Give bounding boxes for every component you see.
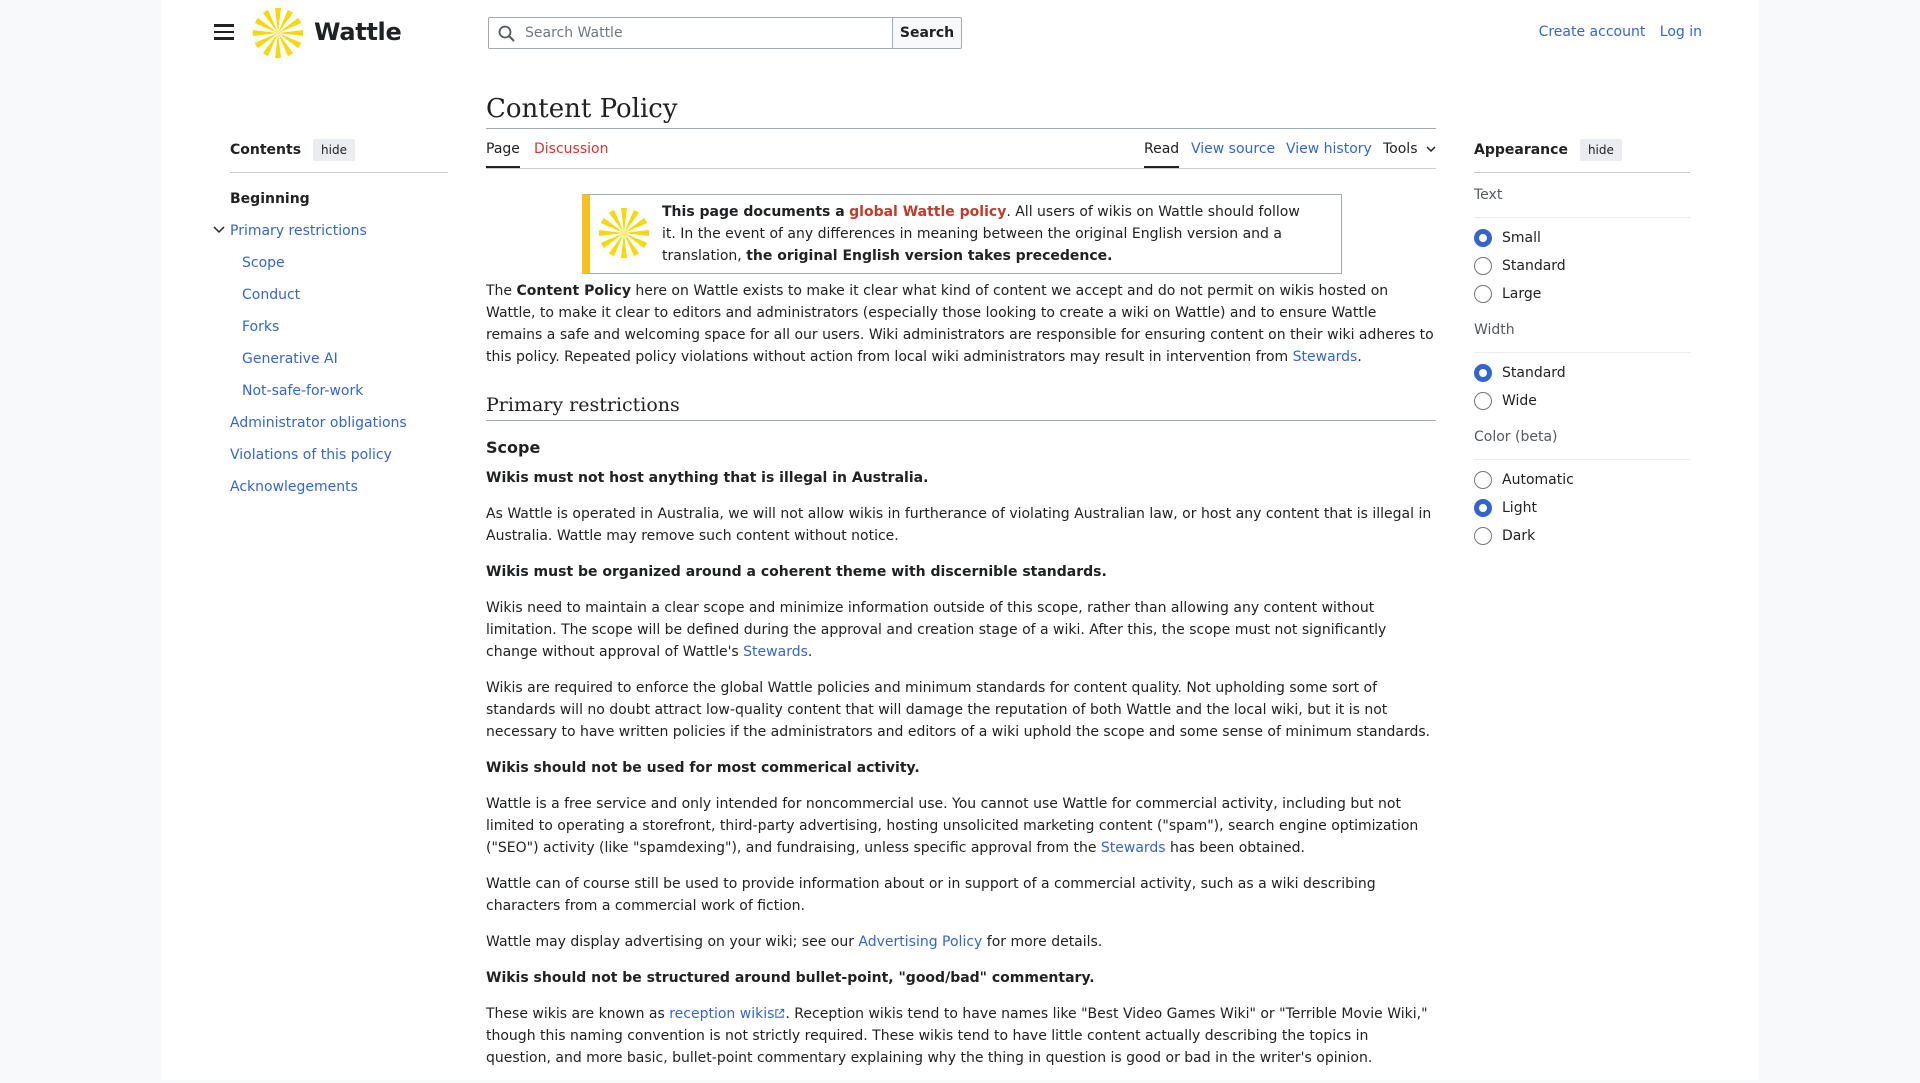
advertising-policy-link[interactable]: Advertising Policy (858, 934, 983, 950)
search-input[interactable] (523, 18, 883, 48)
radio-selected-icon (1474, 499, 1492, 517)
width-standard-radio[interactable]: Standard (1474, 359, 1690, 387)
rule-reception-text: These wikis are known as reception wikis . Reception wikis tend to have names like "Best Video Games Wiki" or "Terrible Movie Wiki," though this naming convention is not strictly required. These wikis tend to have little content actually describing the topics in question, and more basic, bullet-point commentary explaining why the thing in question is good or bad in the writer's opinion. (486, 1006, 1428, 1066)
text-size-large-radio[interactable]: Large (1474, 280, 1690, 308)
toc-item-scope[interactable]: Scope (242, 255, 285, 271)
chevron-down-icon[interactable] (212, 215, 226, 247)
create-account-link[interactable]: Create account (1538, 24, 1646, 40)
tools-menu[interactable] (1383, 141, 1436, 168)
toc-title: Contents (230, 142, 302, 158)
radio-icon (1474, 392, 1492, 410)
article-body (486, 280, 1436, 1083)
text-size-small-radio[interactable]: Small (1474, 224, 1690, 252)
standards-text: Wikis are required to enforce the global Wattle policies and minimum standards for content quality. Not upholding some sort of standards will no doubt attract low-quality content that will damage the reputation of both Wattle and the local wiki, but it is not necessary to have written policies if the administrators and editors of a wiki uphold the scope and some sense of minimum standards. (486, 680, 1431, 740)
width-label: Width (1474, 322, 1690, 353)
appearance-panel (1474, 136, 1690, 550)
toc-item-forks[interactable]: Forks (242, 319, 280, 335)
section-heading-primary-restrictions: Primary restrictions (486, 394, 1436, 421)
rule-coherent-theme-text: Wikis need to maintain a clear scope and minimize information outside of this scope, rather than allowing any content without limitation. The scope will be defined during the approval and creation stage of a wiki. After this, the scope must not significantly change without approval of Wattle's Stewards. (486, 600, 1387, 660)
page (162, 0, 1758, 1080)
search-box (488, 17, 893, 49)
toc-item-acknowlegements[interactable]: Acknowlegements (230, 479, 358, 495)
section-heading-scope: Scope (486, 438, 541, 457)
appearance-title: Appearance (1474, 142, 1568, 158)
text-size-options (1474, 224, 1690, 308)
rule-illegal: Wikis must not host anything that is illegal in Australia. (486, 470, 929, 486)
stewards-link[interactable]: Stewards (1292, 349, 1358, 365)
toc-list (230, 183, 448, 503)
global-policy-link[interactable]: global Wattle policy (849, 204, 1007, 220)
toc-item-nsfw[interactable]: Not-safe-for-work (242, 383, 364, 399)
color-automatic-radio[interactable]: Automatic (1474, 466, 1690, 494)
toc-item-administrator-obligations[interactable]: Administrator obligations (230, 415, 407, 431)
rule-commercial-text: Wattle is a free service and only intended for noncommercial use. You cannot use Wattle for commercial activity, including but not limited to operating a storefront, third-party advertising, hosting unsolicited marketing content ("spam"), search engine optimization ("SEO") activity (like "spamdexing"), and fundraising, unless specific approval from the Stewards has been obtained. (486, 796, 1419, 856)
rule-illegal-text: As Wattle is operated in Australia, we will not allow wikis in furtherance of violating Australian law, or host any content that is illegal in Australia. Wattle may remove such content without notice. (486, 506, 1432, 544)
advertising-text: Wattle may display advertising on your wiki; see our Advertising Policy for more details. (486, 934, 1103, 950)
wattle-logo-icon[interactable] (252, 7, 304, 59)
stewards-link[interactable]: Stewards (743, 644, 808, 660)
toc-item-generative-ai[interactable]: Generative AI (242, 351, 338, 367)
tab-view-history[interactable]: View history (1286, 141, 1372, 157)
notice-body: . All users of wikis on Wattle should follow it. In the event of any differences in meaning between the original English version and a translation, (662, 204, 1300, 264)
user-links (1529, 24, 1702, 40)
radio-icon (1474, 257, 1492, 275)
radio-selected-icon (1474, 229, 1492, 247)
intro-bold: Content Policy (516, 283, 631, 299)
toc-item-conduct[interactable]: Conduct (242, 287, 301, 303)
toc-item-primary-restrictions[interactable]: Primary restrictions (230, 215, 448, 247)
hamburger-icon (214, 24, 234, 27)
page-title: Content Policy (486, 94, 678, 124)
rule-commercial: Wikis should not be used for most commerical activity. (486, 760, 920, 776)
search-button[interactable]: Search (892, 17, 962, 49)
text-size-label: Text (1474, 187, 1690, 218)
rule-coherent-theme: Wikis must be organized around a coherent theme with discernible standards. (486, 564, 1107, 580)
site-wordmark[interactable]: Wattle (314, 18, 402, 46)
color-label: Color (beta) (1474, 429, 1690, 460)
color-dark-radio[interactable]: Dark (1474, 522, 1690, 550)
color-options (1474, 466, 1690, 550)
intro-paragraph: The Content Policy here on Wattle exists to make it clear what kind of content we accept and do not permit on wikis hosted on Wattle, to make it clear to editors and administrators (especially those looking to create a wiki on Wattle) and to ensure Wattle remains a safe and welcoming space for all our users. Wiki administrators are responsible for ensuring content on their wiki adheres to this policy. Repeated policy violations without action from local wiki administrators may result in intervention from Stewards. (486, 283, 1434, 365)
tab-discussion[interactable]: Discussion (534, 141, 609, 157)
stewards-link[interactable]: Stewards (1100, 840, 1166, 856)
appearance-hide-button[interactable]: hide (1580, 139, 1622, 161)
rule-reception: Wikis should not be structured around bullet-point, "good/bad" commentary. (486, 970, 1095, 986)
main-menu-button[interactable] (210, 20, 238, 46)
notice-lead: This page documents a (662, 204, 845, 220)
tab-page[interactable]: Page (486, 141, 520, 168)
notice-tail: the original English version takes precedence. (746, 248, 1113, 264)
radio-selected-icon (1474, 364, 1492, 382)
commercial-info-text: Wattle can of course still be used to provide information about or in support of a commercial activity, such as a wiki describing characters from a commercial work of fiction. (486, 876, 1376, 914)
color-light-radio[interactable]: Light (1474, 494, 1690, 522)
radio-icon (1474, 285, 1492, 303)
width-wide-radio[interactable]: Wide (1474, 387, 1690, 415)
notice-text (662, 201, 1311, 267)
toc-hide-button[interactable]: hide (313, 139, 355, 161)
log-in-link[interactable]: Log in (1659, 24, 1702, 40)
policy-notice (582, 194, 1342, 274)
table-of-contents (230, 136, 448, 503)
page-tabs (486, 129, 1436, 169)
tab-view-source[interactable]: View source (1191, 141, 1276, 157)
radio-icon (1474, 527, 1492, 545)
text-size-standard-radio[interactable]: Standard (1474, 252, 1690, 280)
toc-header (230, 136, 448, 173)
wattle-logo-icon (598, 207, 650, 259)
chevron-down-icon (1426, 145, 1436, 153)
main-content (486, 90, 1436, 1066)
radio-icon (1474, 471, 1492, 489)
toc-item-violations[interactable]: Violations of this policy (230, 447, 392, 463)
reception-wikis-link[interactable]: reception wikis (669, 1006, 785, 1022)
external-link-icon (774, 1008, 785, 1019)
appearance-header (1474, 136, 1690, 173)
search-icon (497, 24, 517, 44)
tools-label: Tools (1383, 141, 1418, 157)
tab-read[interactable]: Read (1144, 141, 1179, 168)
toc-item-beginning[interactable]: Beginning (230, 191, 310, 207)
width-options (1474, 359, 1690, 415)
